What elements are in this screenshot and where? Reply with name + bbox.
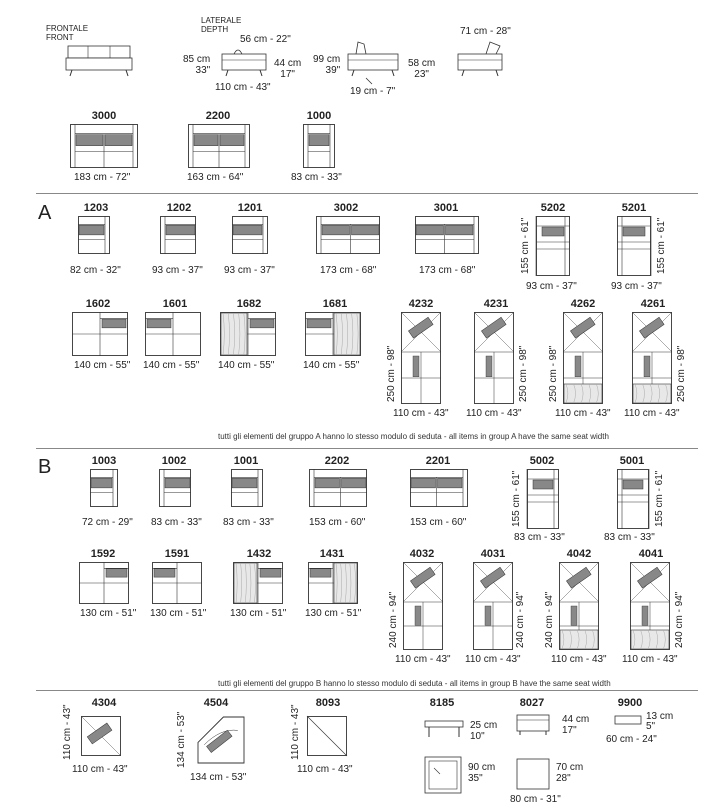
item-dim: 93 cm - 37" [224, 265, 275, 276]
item-vdim: 250 cm - 98" [386, 345, 397, 402]
sofa-module [527, 469, 559, 529]
side-top-dim: 56 cm - 22" [240, 34, 291, 45]
item-dim: 140 cm - 55" [218, 360, 275, 371]
item-dim: 130 cm - 51" [230, 608, 287, 619]
item-dim: 83 cm - 33" [291, 172, 342, 183]
corner-table [307, 716, 347, 756]
item-vdim: 155 cm - 61" [654, 470, 665, 527]
item-code: 4231 [483, 298, 509, 310]
item-dim: 110 cm - 43" [466, 408, 522, 419]
item-code: 4031 [480, 548, 506, 560]
item-dim: 140 cm - 55" [303, 360, 360, 371]
sofa-module-extended [305, 312, 361, 356]
sofa-module [90, 469, 118, 507]
item-dim: 44 cm 17" [562, 714, 590, 736]
recliner-side-view [344, 40, 402, 84]
sofa-module-extended [79, 562, 129, 604]
item-code: 9900 [617, 697, 643, 709]
item-code: 4262 [570, 298, 596, 310]
corner-chaise [563, 312, 603, 404]
item-code: 4261 [640, 298, 666, 310]
item-dim: 140 cm - 55" [74, 360, 131, 371]
sofa-module [617, 469, 649, 529]
recliner-bottom-dim: 19 cm - 7" [350, 86, 396, 97]
item-code: 1592 [90, 548, 116, 560]
item-code: 4504 [203, 697, 229, 709]
sofa-module-extended [233, 562, 283, 604]
cushion-9900 [614, 714, 642, 726]
sofa-3000 [70, 124, 138, 168]
item-dim: 83 cm - 33" [604, 532, 655, 543]
item-dim: 93 cm - 37" [611, 281, 662, 292]
item-code: 4032 [409, 548, 435, 560]
item-vdim: 240 cm - 94" [515, 591, 526, 648]
divider [36, 448, 698, 449]
sofa-module-extended [72, 312, 128, 356]
side-label: LATERALE DEPTH [201, 16, 242, 34]
side-view-sofa [220, 46, 268, 78]
item-code: 5002 [529, 455, 555, 467]
sofa-module [316, 216, 380, 254]
item-dim: 83 cm - 33" [151, 517, 202, 528]
item-dim: 60 cm - 24" [606, 734, 657, 745]
item-vdim: 110 cm - 43" [290, 704, 301, 760]
item-code: 2201 [425, 455, 451, 467]
item-code: 8027 [519, 697, 545, 709]
item-vdim: 240 cm - 94" [544, 591, 555, 648]
item-code: 1203 [83, 202, 109, 214]
item-dim: 110 cm - 43" [297, 764, 353, 775]
item-code: 2200 [205, 110, 231, 122]
item-dim: 110 cm - 43" [465, 654, 521, 665]
group-a-letter: A [38, 202, 52, 224]
item-dim: 13 cm 5" [646, 711, 674, 732]
item-dim: 90 cm 35" [468, 762, 496, 784]
item-dim: 110 cm - 43" [395, 654, 451, 665]
divider [36, 690, 698, 691]
item-dim: 153 cm - 60" [309, 517, 366, 528]
item-code: 3000 [91, 110, 117, 122]
item-dim: 110 cm - 43" [72, 764, 128, 775]
footstool-8185 [424, 720, 464, 738]
item-code: 1201 [237, 202, 263, 214]
item-dim: 82 cm - 32" [70, 265, 121, 276]
item-code: 5202 [540, 202, 566, 214]
item-dim: 110 cm - 43" [555, 408, 611, 419]
item-vdim: 240 cm - 94" [388, 591, 399, 648]
item-code: 1682 [236, 298, 262, 310]
item-code: 1202 [166, 202, 192, 214]
front-view-sofa [66, 44, 132, 76]
item-code: 4041 [638, 548, 664, 560]
side-table-square [516, 758, 550, 790]
item-dim: 130 cm - 51" [305, 608, 362, 619]
sofa-module [536, 216, 570, 276]
sofa-module [410, 469, 468, 507]
item-dim: 140 cm - 55" [143, 360, 200, 371]
item-dim: 83 cm - 33" [514, 532, 565, 543]
corner-curved [197, 716, 245, 764]
item-dim: 153 cm - 60" [410, 517, 467, 528]
item-dim: 163 cm - 64" [187, 172, 244, 183]
sofa-module [232, 216, 268, 254]
item-code: 5201 [621, 202, 647, 214]
item-dim: 93 cm - 37" [152, 265, 203, 276]
sofa-module [309, 469, 367, 507]
item-dim: 110 cm - 43" [622, 654, 678, 665]
item-code: 4304 [91, 697, 117, 709]
item-code: 1681 [322, 298, 348, 310]
side-bottom-dim: 110 cm - 43" [215, 82, 271, 93]
item-code: 4042 [566, 548, 592, 560]
item-dim: 130 cm - 51" [150, 608, 207, 619]
sofa-module [415, 216, 479, 254]
item-dim: 130 cm - 51" [80, 608, 137, 619]
sofa-module-extended [145, 312, 201, 356]
recliner-left-dim: 99 cm 39" [313, 54, 341, 76]
item-dim: 72 cm - 29" [82, 517, 133, 528]
armrest-side-view [456, 40, 504, 78]
item-dim: 173 cm - 68" [419, 265, 476, 276]
armrest-top-dim: 71 cm - 28" [460, 26, 511, 37]
corner-corner-seat [81, 716, 121, 756]
side-left-dim: 85 cm 33" [183, 54, 211, 76]
item-vdim: 134 cm - 53" [176, 711, 187, 768]
item-code: 8185 [429, 697, 455, 709]
side-right-dim: 44 cm 17" [274, 58, 302, 80]
item-code: 2202 [324, 455, 350, 467]
item-vdim: 240 cm - 94" [674, 591, 685, 648]
sofa-module-extended [152, 562, 202, 604]
item-dim: 83 cm - 33" [223, 517, 274, 528]
sofa-module [617, 216, 651, 276]
item-dim: 183 cm - 72" [74, 172, 131, 183]
item-code: 4232 [408, 298, 434, 310]
corner-chaise [632, 312, 672, 404]
divider [36, 193, 698, 194]
item-dim: 70 cm 28" [556, 762, 584, 784]
item-vdim: 155 cm - 61" [656, 217, 667, 274]
coffee-table-square [424, 756, 462, 794]
group-a-note: tutti gli elementi del gruppo A hanno lo stesso modulo di seduta - all items in group A have the same seat width [218, 432, 609, 441]
item-code: 1431 [319, 548, 345, 560]
corner-chaise [403, 562, 443, 650]
item-vdim: 250 cm - 98" [518, 345, 529, 402]
front-label: FRONTALE FRONT [46, 24, 89, 42]
sofa-module [160, 216, 196, 254]
item-code: 3001 [433, 202, 459, 214]
item-code: 1000 [306, 110, 332, 122]
item-dim: 110 cm - 43" [624, 408, 680, 419]
sofa-module [231, 469, 263, 507]
sofa-module [78, 216, 110, 254]
corner-chaise [401, 312, 441, 404]
sofa-2200 [188, 124, 250, 168]
item-vdim: 250 cm - 98" [548, 345, 559, 402]
item-code: 3002 [333, 202, 359, 214]
sofa-module-extended [220, 312, 276, 356]
item-dim: 93 cm - 37" [526, 281, 577, 292]
item-code: 1432 [246, 548, 272, 560]
item-dim: 173 cm - 68" [320, 265, 377, 276]
item-code: 1591 [164, 548, 190, 560]
sofa-module [159, 469, 191, 507]
item-vdim: 110 cm - 43" [62, 704, 73, 760]
sofa-1000 [303, 124, 335, 168]
item-vdim: 155 cm - 61" [511, 470, 522, 527]
item-code: 1002 [161, 455, 187, 467]
pouf-8027 [516, 714, 550, 736]
group-b-note: tutti gli elementi del gruppo B hanno lo stesso modulo di seduta - all items in group B have the same seat width [218, 679, 611, 688]
item-code: 1001 [233, 455, 259, 467]
corner-chaise [630, 562, 670, 650]
recliner-right-dim: 58 cm 23" [408, 58, 436, 80]
item-vdim: 250 cm - 98" [676, 345, 687, 402]
item-code: 8093 [315, 697, 341, 709]
item-code: 1602 [85, 298, 111, 310]
item-dim: 110 cm - 43" [393, 408, 449, 419]
item-code: 1601 [162, 298, 188, 310]
group-b-letter: B [38, 456, 52, 478]
item-dim: 25 cm 10" [470, 720, 498, 742]
item-dim: 110 cm - 43" [551, 654, 607, 665]
sofa-module-extended [308, 562, 358, 604]
item-dim: 134 cm - 53" [190, 772, 247, 783]
item-dim: 80 cm - 31" [510, 794, 561, 805]
corner-chaise [474, 312, 514, 404]
item-code: 1003 [91, 455, 117, 467]
corner-chaise [473, 562, 513, 650]
corner-chaise [559, 562, 599, 650]
item-vdim: 155 cm - 61" [520, 217, 531, 274]
item-code: 5001 [619, 455, 645, 467]
